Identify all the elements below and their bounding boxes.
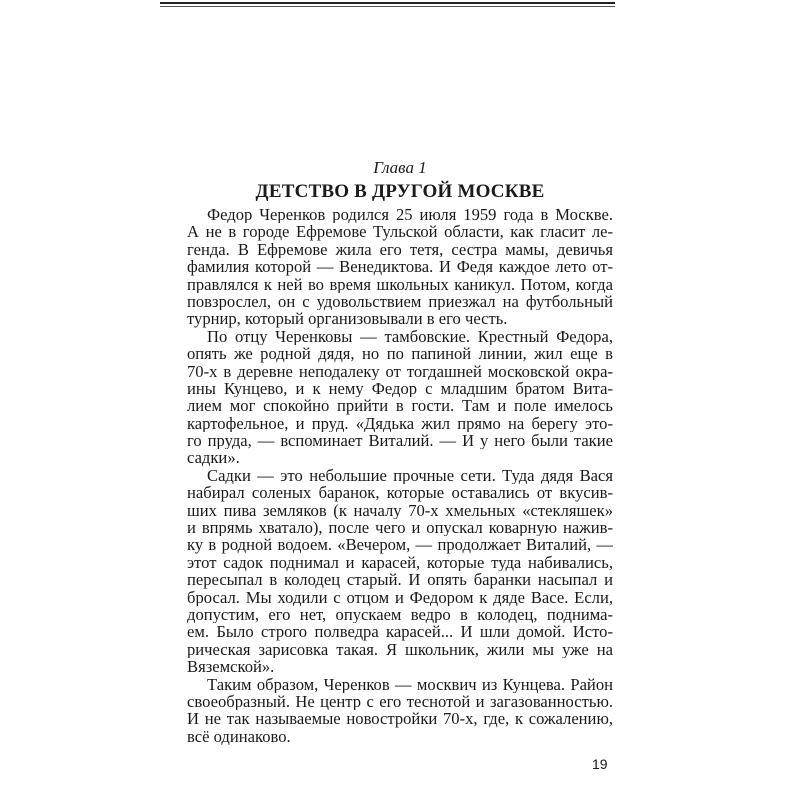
paragraph xyxy=(187,676,613,746)
text-line: допустим, его нет, опускаем ведро в колодец, поднима- xyxy=(187,605,613,624)
text-line: По отцу Черенковы — тамбовские. Крестный Федора, xyxy=(207,327,613,346)
text-line: повзрослел, он с удовольствием приезжал на футбольный xyxy=(187,292,613,311)
text-line: своеобразный. Не центр с его теснотой и загазованностью. xyxy=(187,692,613,711)
text-line: ку в родной водоем. «Вечером, — продолжает Виталий, — xyxy=(187,536,613,554)
text-line: опять же родной дядя, но по папиной линии, жил еще в xyxy=(187,345,613,363)
text-line: генда. В Ефремове жила его тетя, сестра мамы, девичья xyxy=(187,240,613,259)
text-line: ем. Было строго полведра карасей... И шли домой. Исто- xyxy=(187,623,613,641)
text-line: 70-х в деревне неподалеку от тогдашней московской окра- xyxy=(187,362,613,380)
top-rule xyxy=(160,2,615,4)
text-line: правлялся к ней во время школьных каникул. Потом, когда xyxy=(187,275,613,293)
text-line: пересыпал в колодец старый. И опять баранки насыпал и xyxy=(187,571,613,589)
text-line: бросал. Мы ходили с отцом и Федором к дяде Васе. Если, xyxy=(187,588,613,606)
text-line: фамилия которой — Венедиктова. И Федя каждое лето от- xyxy=(187,258,613,276)
text-line: рическая зарисовка такая. Я школьник, жили мы уже на xyxy=(187,640,613,659)
top-rule-thin xyxy=(160,6,615,7)
text-line: И не так называемые новостройки 70-х, где, к сожалению, xyxy=(187,710,613,728)
page-number: 19 xyxy=(592,756,608,772)
paragraph xyxy=(187,206,613,328)
text-line: ины Кунцево, и к нему Федор с младшим братом Вита- xyxy=(187,379,613,398)
text-line: и впрямь хватало), после чего и опускал коварную нажив- xyxy=(187,519,613,537)
text-line: всё одинаково. xyxy=(187,727,291,746)
text-line: Садки — это небольшие прочные сети. Туда дядя Вася xyxy=(207,466,613,485)
text-line: этот садок поднимал и карасей, которые туда набивались, xyxy=(187,553,613,572)
chapter-label: Глава 1 xyxy=(373,158,427,177)
text-line: Таким образом, Черенков — москвич из Кунцева. Район xyxy=(207,675,613,693)
text-line: ших пива земляков (к началу 70-х хмельных «стекляшек» xyxy=(187,501,613,520)
text-line: А не в городе Ефремове Тульской области, как гласит ле- xyxy=(187,223,613,241)
paragraph xyxy=(187,467,613,676)
text-line: го пруда, — вспоминает Виталий. — И у него были такие xyxy=(187,432,613,450)
body-text xyxy=(187,206,613,745)
text-line: садки». xyxy=(187,449,240,467)
text-line: картофельное, и пруд. «Дядька жил прямо на берегу это- xyxy=(187,414,613,433)
text-line: набирал соленых баранок, которые оставались от вкусив- xyxy=(187,484,613,502)
text-line: Вяземской». xyxy=(187,658,275,676)
text-line: лием мог спокойно прийти в гости. Там и поле имелось xyxy=(187,397,613,415)
text-line: Федор Черенков родился 25 июля 1959 года в Москве. xyxy=(207,206,613,224)
chapter-title: ДЕТСТВО В ДРУГОЙ МОСКВЕ xyxy=(255,181,545,202)
paragraph xyxy=(187,328,613,467)
text-line: турнир, который организовывали в его честь. xyxy=(187,310,508,328)
